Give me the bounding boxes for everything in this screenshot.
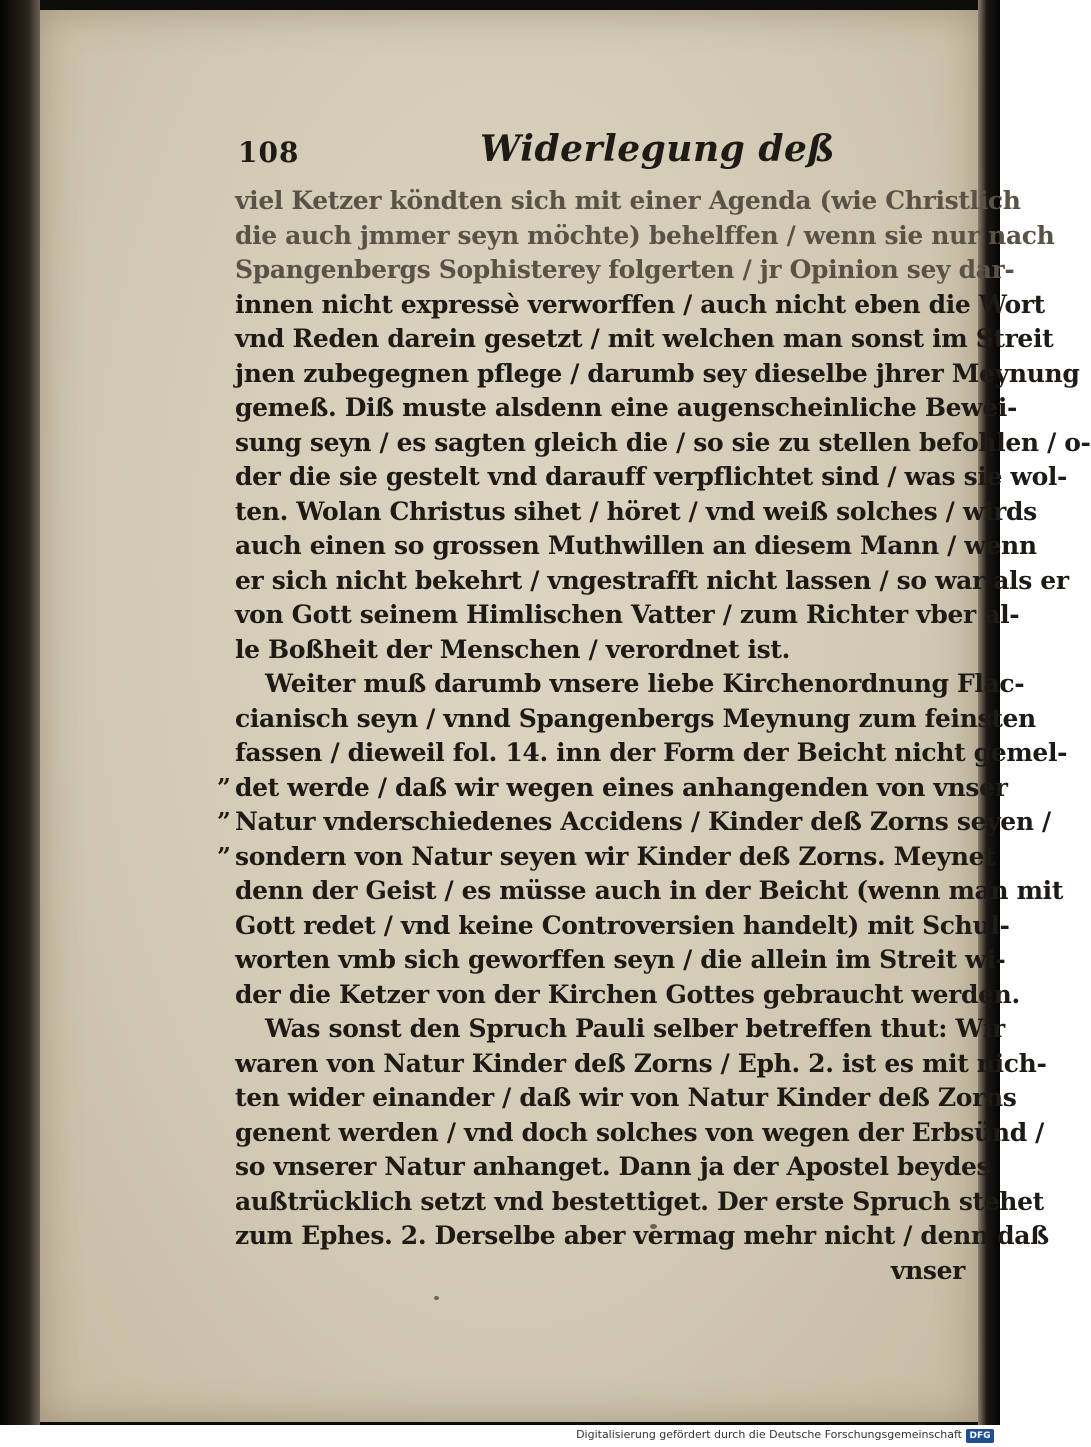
- text-line: die auch jmmer seyn möchte) behelffen / wenn sie nur nach: [235, 220, 1055, 250]
- text-line: det werde / daß wir wegen eines anhangenden von vnser: [235, 772, 1008, 802]
- text-line: der die sie gestelt vnd darauff verpflichtet sind / was sie wol-: [235, 462, 1068, 491]
- page-number: 108: [238, 136, 300, 169]
- text-line: Spangenbergs Sophisterey folgerten / jr Opinion sey dar-: [235, 255, 1015, 284]
- text-line: innen nicht expressè verworffen / auch nicht eben die Wort: [235, 289, 1045, 319]
- quote-mark: ”: [217, 772, 231, 802]
- text-line: worten vmb sich geworffen seyn / die allein im Streit wi-: [235, 945, 1006, 974]
- dfg-logo-icon: DFG: [966, 1429, 994, 1443]
- page-text-block: [0, 128, 1091, 1288]
- quoted-line: [195, 771, 1008, 806]
- text-line: Gott redet / vnd keine Controversien handelt) mit Schul-: [235, 910, 1010, 940]
- quote-mark: ”: [217, 841, 231, 871]
- text-line: so vnserer Natur anhanget. Dann ja der Apostel beydes: [235, 1152, 991, 1181]
- text-line: sondern von Natur seyen wir Kinder deß Zorns. Meynet: [235, 841, 996, 871]
- text-line: denn der Geist / es müsse auch in der Beicht (wenn man mit: [235, 876, 1064, 905]
- funding-credit: Digitalisierung gefördert durch die Deutsche Forschungsgemeinschaft: [576, 1428, 962, 1441]
- text-line: le Boßheit der Menschen / verordnet ist.: [235, 634, 790, 664]
- text-line: waren von Natur Kinder deß Zorns / Eph. 2. ist es mit nich-: [235, 1048, 1047, 1078]
- footer-bar: [0, 1425, 1000, 1447]
- running-head: Widerlegung deß: [480, 128, 836, 170]
- text-line: viel Ketzer köndten sich mit einer Agenda (wie Christlich: [235, 186, 1021, 215]
- quoted-line: [195, 840, 996, 875]
- ink-speck: [434, 1296, 439, 1300]
- quoted-line: [195, 805, 1051, 840]
- text-line: gemeß. Diß muste alsdenn eine augenscheinliche Bewei-: [235, 393, 1018, 422]
- text-line: sung seyn / es sagten gleich die / so sie zu stellen befohlen / o-: [235, 427, 1091, 457]
- text-line: vnd Reden darein gesetzt / mit welchen man sonst im Streit: [235, 324, 1054, 353]
- text-line: der die Ketzer von der Kirchen Gottes gebraucht werden.: [235, 979, 1020, 1009]
- catchword: vnser: [890, 1255, 965, 1285]
- body-text: [195, 184, 1091, 1288]
- text-line: cianisch seyn / vnnd Spangenbergs Meynung zum feinsten: [235, 703, 1036, 733]
- text-line: Was sonst den Spruch Pauli selber betreffen thut: Wir: [265, 1014, 1005, 1043]
- text-line: genent werden / vnd doch solches von wegen der Erbsünd /: [235, 1117, 1044, 1147]
- text-line: von Gott seinem Himlischen Vatter / zum Richter vber al-: [235, 600, 1020, 629]
- text-line: ten wider einander / daß wir von Natur Kinder deß Zorns: [235, 1083, 1017, 1112]
- text-line: fassen / dieweil fol. 14. inn der Form der Beicht nicht gemel-: [235, 738, 1068, 767]
- text-line: ten. Wolan Christus sihet / höret / vnd weiß solches / wirds: [235, 496, 1037, 526]
- text-line: zum Ephes. 2. Derselbe aber vermag mehr nicht / denn daß: [235, 1221, 1049, 1250]
- page-header: [0, 128, 1000, 184]
- text-line: er sich nicht bekehrt / vngestrafft nicht lassen / so war als er: [235, 565, 1069, 595]
- text-line: außtrücklich setzt vnd bestettiget. Der erste Spruch stehet: [235, 1186, 1044, 1216]
- text-line: Weiter muß darumb vnsere liebe Kirchenordnung Flac-: [265, 669, 1025, 698]
- text-line: auch einen so grossen Muthwillen an diesem Mann / wenn: [235, 531, 1037, 560]
- text-line: Natur vnderschiedenes Accidens / Kinder deß Zorns seyen /: [235, 807, 1051, 836]
- quote-mark: ”: [217, 807, 231, 836]
- text-line: jnen zubegegnen pflege / darumb sey dieselbe jhrer Meynung: [235, 358, 1080, 388]
